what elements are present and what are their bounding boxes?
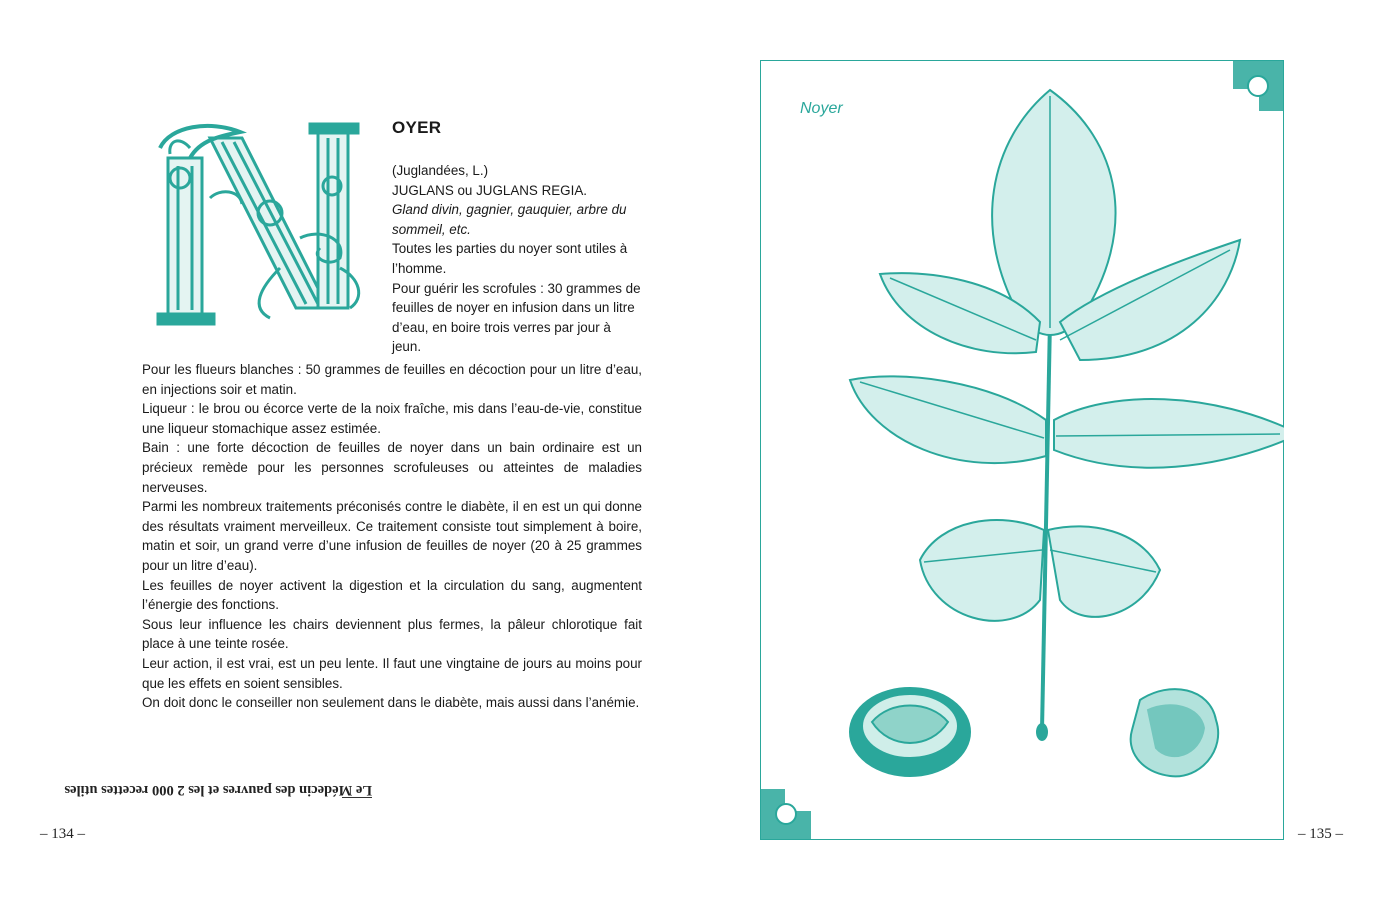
walnut-leaf-illustration [760, 60, 1284, 840]
botanical-family: (Juglandées, L.) [392, 163, 489, 178]
paragraph: Pour guérir les scrofules : 30 grammes de feuilles de noyer en infusion dans un litre d’eau, en boire trois verres par jour à jeun. [392, 280, 641, 355]
paragraph: Leur action, il est vrai, est un peu lente. Il faut une vingtaine de jours au moins pour que les effets en soient sensibles. [142, 655, 642, 691]
paragraph: Pour les flueurs blanches : 50 grammes de feuilles en décoction pour un litre d’eau, en injections soir et matin. [142, 362, 642, 397]
common-names: Gland divin, gagnier, gauquier, arbre du sommeil, etc. [392, 202, 627, 237]
page-number-left: – 134 – [40, 826, 85, 842]
paragraph: Parmi les nombreux traitements préconisés contre le diabète, il en est un qui donne des résultats vraiment merveilleux. Ce traitement consiste tout simplement à boire, matin et soir, un grand verre d’une infusion de feuilles de noyer (20 à 25 grammes pour un litre d’eau). [142, 499, 642, 573]
paragraph: On doit donc le conseiller non seulement dans le diabète, mais aussi dans l’anémie. [142, 695, 640, 711]
intro-column [392, 161, 642, 357]
paragraph: Les feuilles de noyer activent la digestion et la circulation du sang, augmentent l’énergie des fonctions. [142, 577, 642, 613]
body-column [142, 360, 642, 713]
running-title-text: Le Médecin des pauvres et les 2 000 recettes utiles [64, 782, 372, 798]
walnut-kernel-icon [1131, 689, 1219, 776]
corner-ornament-icon [762, 790, 810, 838]
paragraph: Bain : une forte décoction de feuilles de noyer dans un bain ordinaire est un précieux remède pour les personnes scrofuleuses ou atteintes de maladies nerveuses. [142, 440, 642, 495]
plate-caption: Noyer [800, 100, 843, 117]
entry-heading: OYER [392, 118, 442, 137]
walnut-half-icon [850, 688, 970, 776]
dropcap-letter-n [150, 118, 372, 330]
paragraph: Toutes les parties du noyer sont utiles à l’homme. [392, 241, 628, 276]
paragraph: Sous leur influence les chairs deviennent plus fermes, la pâleur chlorotique fait place à une teinte rosée. [142, 616, 642, 652]
page-number-right: – 135 – [1298, 826, 1343, 842]
running-title [52, 478, 372, 798]
paragraph: Liqueur : le brou ou écorce verte de la noix fraîche, mis dans l’eau-de-vie, constitue une liqueur stomachique assez estimée. [142, 401, 642, 436]
latin-name: JUGLANS ou JUGLANS REGIA. [392, 182, 587, 198]
corner-ornament-icon [1234, 62, 1282, 110]
